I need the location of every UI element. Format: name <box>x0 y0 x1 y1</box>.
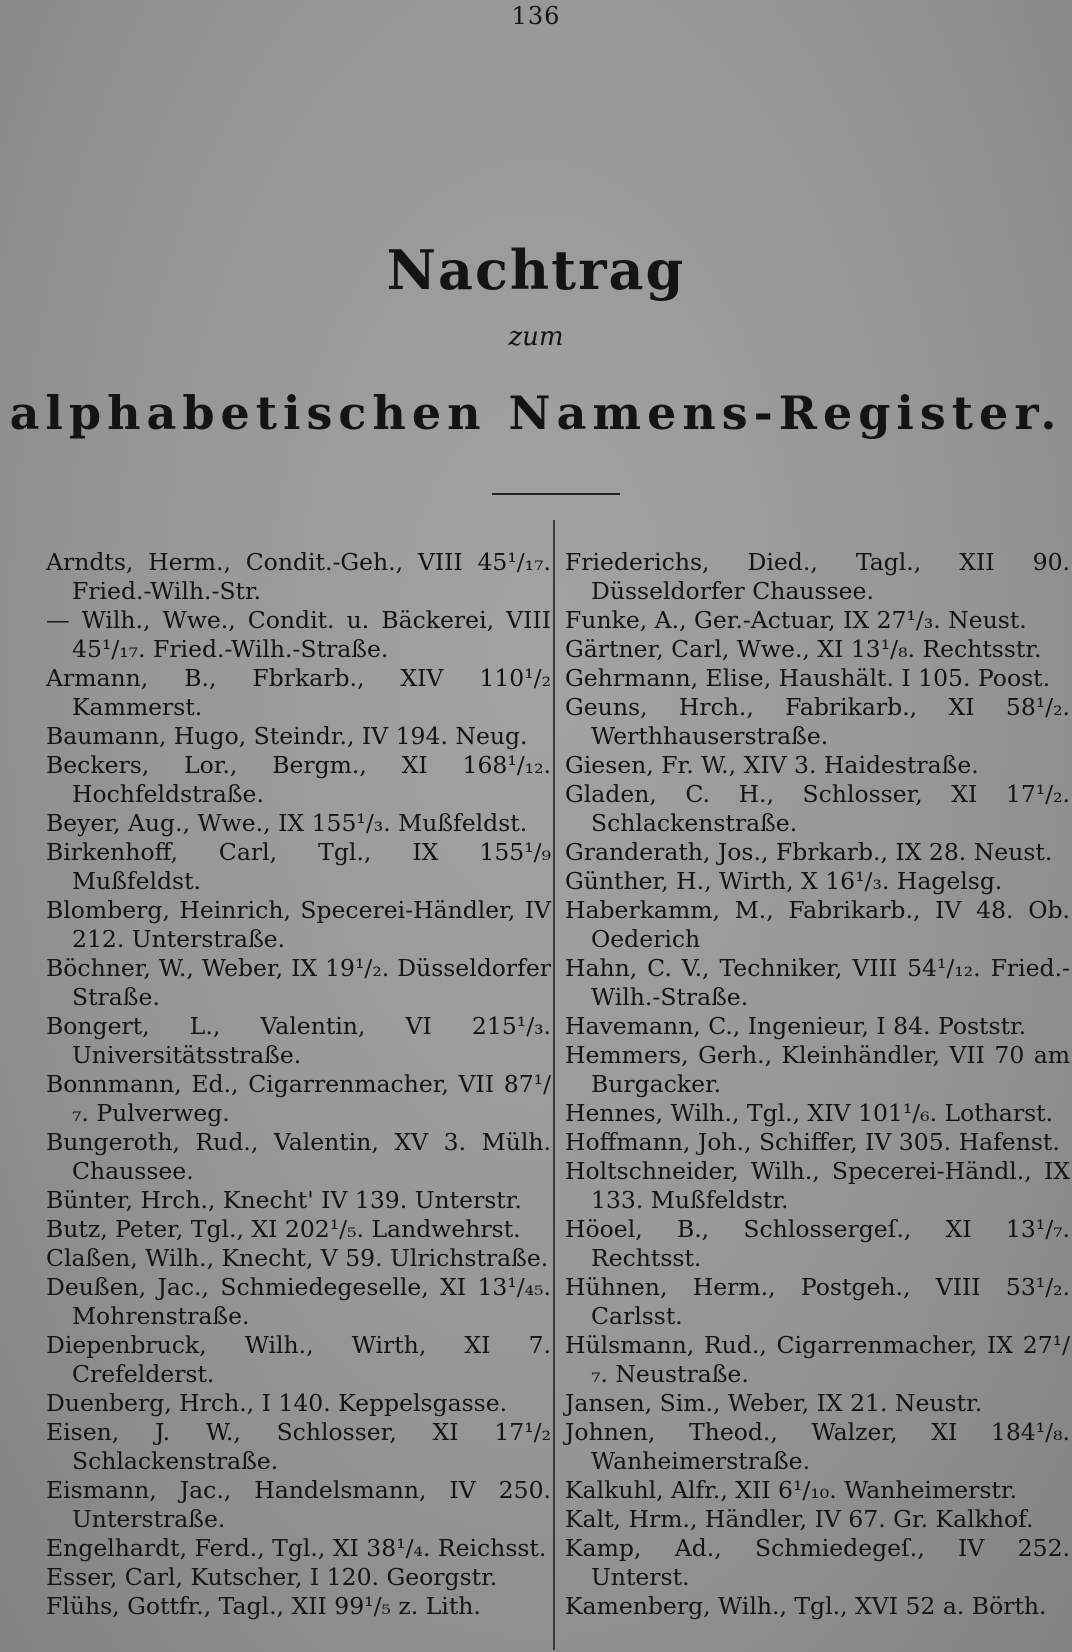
register-entry: Hoffmann, Joh., Schiffer, IV 305. Hafenst. <box>565 1128 1060 1156</box>
register-entry: Blomberg, Heinrich, Specerei-Händler, IV 212. Unterstraße. <box>46 896 551 953</box>
register-entry: Bonnmann, Ed., Cigarrenmacher, VII 87¹/₇. Pulverweg. <box>46 1070 551 1127</box>
register-entry: Funke, A., Ger.-Actuar, IX 27¹/₃. Neust. <box>565 606 1027 634</box>
register-entry: Jansen, Sim., Weber, IX 21. Neustr. <box>565 1389 983 1417</box>
register-entry: Claßen, Wilh., Knecht, V 59. Ulrichstraße. <box>46 1244 549 1272</box>
register-entry: Hemmers, Gerh., Kleinhändler, VII 70 am Burgacker. <box>565 1041 1070 1098</box>
title-rule <box>492 493 620 495</box>
register-entry: Baumann, Hugo, Steindr., IV 194. Neug. <box>46 722 528 750</box>
register-entry: Kamp, Ad., Schmiedegeſ., IV 252. Unterst. <box>565 1534 1070 1591</box>
register-entry: Diepenbruck, Wilh., Wirth, XI 7. Crefelderst. <box>46 1331 551 1388</box>
page-title: Nachtrag <box>386 238 686 302</box>
page-number: 136 <box>511 2 561 30</box>
register-entry: Gladen, C. H., Schlosser, XI 17¹/₂. Schlackenstraße. <box>565 780 1070 837</box>
register-entry: Giesen, Fr. W., XIV 3. Haidestraße. <box>565 751 979 779</box>
register-entry: Johnen, Theod., Walzer, XI 184¹/₈. Wanheimerstraße. <box>565 1418 1070 1475</box>
register-entry: Gärtner, Carl, Wwe., XI 13¹/₈. Rechtsstr. <box>565 635 1042 663</box>
register-entry: Flühs, Gottfr., Tagl., XII 99¹/₅ z. Lith. <box>46 1592 481 1620</box>
register-entry: Deußen, Jac., Schmiedegeselle, XI 13¹/₄₅. Mohrenstraße. <box>46 1273 551 1330</box>
register-entry: Arndts, Herm., Condit.-Geh., VIII 45¹/₁₇. Fried.-Wilh.-Str. <box>46 548 551 605</box>
register-entry: Friederichs, Died., Tagl., XII 90. Düsseldorfer Chaussee. <box>565 548 1070 605</box>
register-entry: Höoel, B., Schlossergeſ., XI 13¹/₇. Rechtsst. <box>565 1215 1070 1272</box>
register-entry: Beckers, Lor., Bergm., XI 168¹/₁₂. Hochfeldstraße. <box>46 751 551 808</box>
left-column <box>46 548 551 1621</box>
register-entry: Geuns, Hrch., Fabrikarb., XI 58¹/₂. Werthhauserstraße. <box>565 693 1070 750</box>
register-entry: Hühnen, Herm., Postgeh., VIII 53¹/₂. Carlsst. <box>565 1273 1070 1330</box>
register-entry: Haberkamm, M., Fabrikarb., IV 48. Ob. Oederich <box>565 896 1070 953</box>
register-entry: Bungeroth, Rud., Valentin, XV 3. Mülh. Chaussee. <box>46 1128 551 1185</box>
subtitle-main: alphabetischen Namens-Register. <box>9 386 1063 440</box>
register-entry: Beyer, Aug., Wwe., IX 155¹/₃. Mußfeldst. <box>46 809 528 837</box>
register-entry: Bongert, L., Valentin, VI 215¹/₃. Universitätsstraße. <box>46 1012 551 1069</box>
register-entry: Butz, Peter, Tgl., XI 202¹/₅. Landwehrst. <box>46 1215 521 1243</box>
subtitle-zum: zum <box>508 322 564 352</box>
register-entry: Havemann, C., Ingenieur, I 84. Poststr. <box>565 1012 1027 1040</box>
register-entry: — Wilh., Wwe., Condit. u. Bäckerei, VIII 45¹/₁₇. Fried.-Wilh.-Straße. <box>46 606 551 663</box>
register-entry: Böchner, W., Weber, IX 19¹/₂. Düsseldorfer Straße. <box>46 954 551 1011</box>
register-entry: Hennes, Wilh., Tgl., XIV 101¹/₆. Lotharst. <box>565 1099 1054 1127</box>
register-entry: Duenberg, Hrch., I 140. Keppelsgasse. <box>46 1389 508 1417</box>
column-divider <box>553 520 555 1650</box>
register-entry: Kalt, Hrm., Händler, IV 67. Gr. Kalkhof. <box>565 1505 1034 1533</box>
right-column <box>565 548 1070 1621</box>
register-entry: Kamenberg, Wilh., Tgl., XVI 52 a. Börth. <box>565 1592 1047 1620</box>
register-entry: Günther, H., Wirth, X 16¹/₃. Hagelsg. <box>565 867 1003 895</box>
register-entry: Birkenhoff, Carl, Tgl., IX 155¹/₉ Mußfeldst. <box>46 838 551 895</box>
register-entry: Armann, B., Fbrkarb., XIV 110¹/₂ Kammerst. <box>46 664 551 721</box>
register-entry: Esser, Carl, Kutscher, I 120. Georgstr. <box>46 1563 498 1591</box>
register-entry: Eisen, J. W., Schlosser, XI 17¹/₂ Schlackenstraße. <box>46 1418 551 1475</box>
register-entry: Bünter, Hrch., Knecht' IV 139. Unterstr. <box>46 1186 522 1214</box>
register-entry: Granderath, Jos., Fbrkarb., IX 28. Neust. <box>565 838 1053 866</box>
register-entry: Kalkuhl, Alfr., XII 6¹/₁₀. Wanheimerstr. <box>565 1476 1017 1504</box>
register-entry: Holtschneider, Wilh., Specerei-Händl., IX 133. Mußfeldstr. <box>565 1157 1070 1214</box>
register-entry: Hahn, C. V., Techniker, VIII 54¹/₁₂. Fried.-Wilh.-Straße. <box>565 954 1070 1011</box>
register-entry: Engelhardt, Ferd., Tgl., XI 38¹/₄. Reichsst. <box>46 1534 547 1562</box>
register-entry: Gehrmann, Elise, Haushält. I 105. Poost. <box>565 664 1051 692</box>
register-entry: Hülsmann, Rud., Cigarrenmacher, IX 27¹/₇. Neustraße. <box>565 1331 1070 1388</box>
register-entry: Eismann, Jac., Handelsmann, IV 250. Unterstraße. <box>46 1476 551 1533</box>
